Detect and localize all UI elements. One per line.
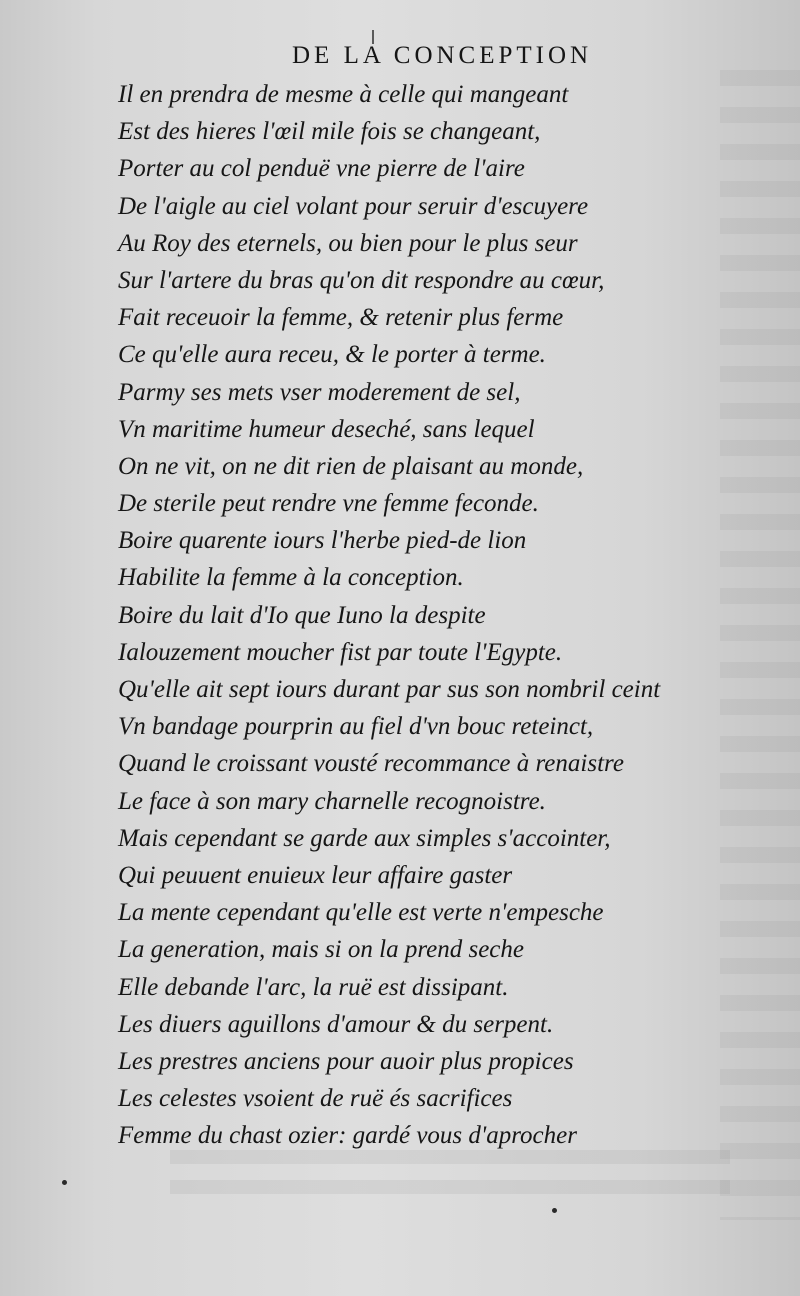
verse-line: Sur l'artere du bras qu'on dit respondre au cœur, bbox=[118, 266, 605, 294]
verse-line: Quand le croissant vousté recommance à renaistre bbox=[118, 750, 624, 778]
verse-line: On ne vit, on ne dit rien de plaisant au monde, bbox=[118, 452, 584, 480]
verse-line: Boire quarente iours l'herbe pied-de lion bbox=[118, 527, 527, 555]
verse-line: Elle debande l'arc, la ruë est dissipant. bbox=[118, 973, 509, 1001]
running-head: DE LA CONCEPTION bbox=[292, 42, 593, 69]
verse-line: La generation, mais si on la prend seche bbox=[118, 936, 524, 964]
verse-line: Le face à son mary charnelle recognoistre. bbox=[118, 787, 546, 815]
verse-line: Ce qu'elle aura receu, & le porter à terme. bbox=[118, 341, 546, 369]
verse-line: Ialouzement moucher fist par toute l'Egypte. bbox=[118, 638, 563, 666]
verse-line: Boire du lait d'Io que Iuno la despite bbox=[118, 601, 486, 629]
verse-line: Fait receuoir la femme, & retenir plus ferme bbox=[118, 304, 564, 332]
verse-line: Habilite la femme à la conception. bbox=[118, 564, 464, 592]
verse-line: Vn bandage pourprin au fiel d'vn bouc reteinct, bbox=[118, 713, 594, 741]
ink-speck bbox=[552, 1208, 557, 1213]
verse-block bbox=[118, 76, 718, 1154]
verse-line: Est des hieres l'œil mile fois se changeant, bbox=[118, 118, 541, 146]
verse-line: Il en prendra de mesme à celle qui mangeant bbox=[118, 81, 569, 108]
verse-line: De l'aigle au ciel volant pour seruir d'escuyere bbox=[118, 192, 589, 220]
verse-line: Porter au col penduë vne pierre de l'aire bbox=[118, 155, 525, 183]
ink-speck bbox=[62, 1180, 67, 1185]
verse-line: Les celestes vsoient de ruë és sacrifices bbox=[118, 1085, 513, 1113]
verse-line: Vn maritime humeur deseché, sans lequel bbox=[118, 415, 535, 443]
verse-line: Qu'elle ait sept iours durant par sus son nombril ceint bbox=[118, 676, 661, 703]
verse-line: Les diuers aguillons d'amour & du serpent. bbox=[118, 1010, 554, 1038]
verse-line: De sterile peut rendre vne femme feconde. bbox=[118, 490, 539, 518]
verse-line: Au Roy des eternels, ou bien pour le plus seur bbox=[118, 229, 578, 257]
verse-line: La mente cependant qu'elle est verte n'empesche bbox=[118, 899, 604, 927]
verse-line: Mais cependant se garde aux simples s'accointer, bbox=[118, 824, 611, 852]
show-through-text-bottom bbox=[170, 1150, 730, 1210]
verse-line: Qui peuuent enuieux leur affaire gaster bbox=[118, 861, 513, 889]
show-through-text bbox=[720, 70, 800, 1220]
verse-line: Les prestres anciens pour auoir plus propices bbox=[118, 1047, 574, 1075]
verse-line: Femme du chast ozier: gardé vous d'aprocher bbox=[118, 1122, 577, 1150]
verse-line: Parmy ses mets vser moderement de sel, bbox=[118, 378, 521, 406]
